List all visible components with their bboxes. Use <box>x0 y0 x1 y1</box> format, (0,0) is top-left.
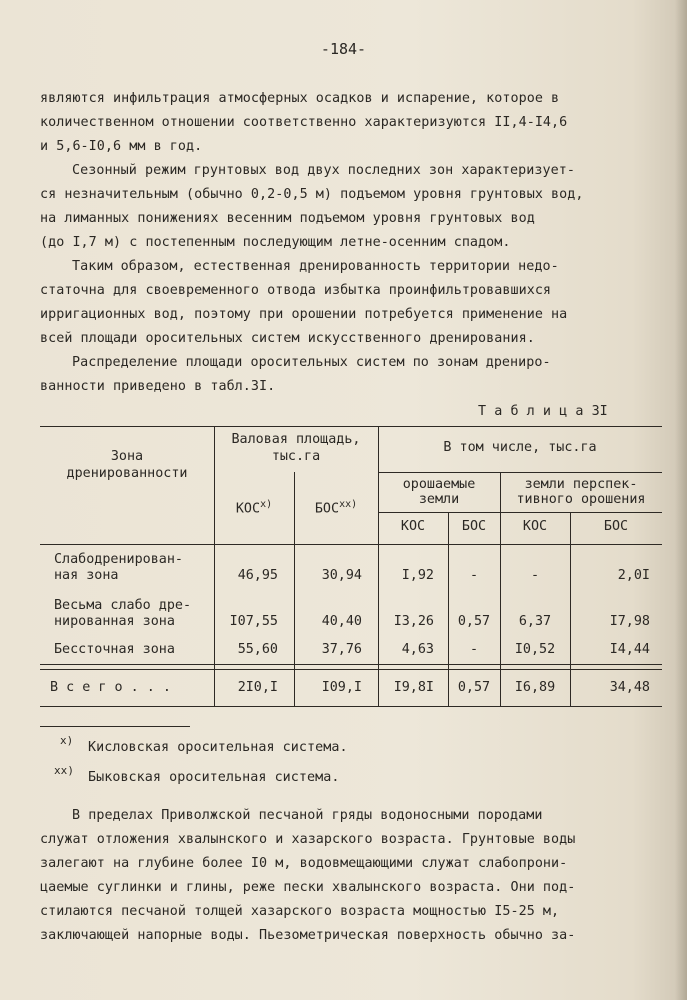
paragraph-line: всей площади оросительных систем искусственного дренирования. <box>40 331 535 346</box>
page-number: -184- <box>320 40 367 58</box>
table-cell: I7,98 <box>609 614 650 629</box>
footnote-mark: xx) <box>54 764 75 777</box>
total-cell: 0,57 <box>457 680 491 695</box>
header-bos: БОС$^{xx)}$ <box>314 499 358 517</box>
table-cell: I,92 <box>401 568 434 583</box>
row-zone-label: нированная зона <box>54 614 175 629</box>
table-cell: I3,26 <box>393 614 434 629</box>
paragraph-line: стилаются песчаной толщей хазарского возраста мощностью I5-25 м, <box>40 904 560 919</box>
page-edge-shadow <box>675 0 687 1000</box>
table-cell: I0,52 <box>514 642 556 657</box>
row-zone-label: Весьма слабо дре- <box>54 598 192 613</box>
table-cell: I4,44 <box>609 642 650 657</box>
paragraph-line: служат отложения хвалынского и хазарского возраста. Грунтовые воды <box>40 832 576 847</box>
paragraph-line: ирригационных вод, поэтому при орошении потребуется применение на <box>40 307 568 322</box>
header-irrigated: орошаемые <box>402 477 476 492</box>
table-cell: 0,57 <box>457 614 491 629</box>
table-cell: 37,76 <box>321 642 362 657</box>
header-kos: КОС$^{x)}$ <box>235 499 273 517</box>
table-rule <box>378 426 379 707</box>
paragraph-line: залегают на глубине более I0 м, водовмещающими служат слабопрони- <box>40 856 568 871</box>
table-caption: Т а б л и ц а 3I <box>478 404 608 419</box>
table-cell: 46,95 <box>237 568 278 583</box>
paragraph-line: на лиманных понижениях весенним подъемом уровня грунтовых вод <box>40 211 535 226</box>
header-kos: КОС <box>522 519 548 534</box>
paragraph-line: ся незначительным (обычно 0,2-0,5 м) подъемом уровня грунтовых вод, <box>40 187 584 202</box>
total-cell: I09,I <box>321 680 362 695</box>
total-label: В с е г о . . . <box>50 680 171 695</box>
table-cell: - <box>469 642 479 657</box>
header-bos: БОС <box>603 519 629 534</box>
footnote-text: Быковская оросительная система. <box>88 770 340 785</box>
paragraph-line: Сезонный режим грунтовых вод двух последних зон характеризует- <box>72 163 575 178</box>
total-cell: I9,8I <box>393 680 434 695</box>
table-cell: I07,55 <box>229 614 278 629</box>
header-kos: КОС <box>400 519 426 534</box>
table-cell: 30,94 <box>321 568 362 583</box>
paragraph-line: количественном отношении соответственно характеризуются II,4-I4,6 <box>40 115 568 130</box>
paragraph-line: В пределах Приволжской песчаной гряды водоносными породами <box>72 808 543 823</box>
header-irrigated: земли <box>418 492 460 507</box>
footnote-text: Кисловская оросительная система. <box>88 740 348 755</box>
paragraph-line: ванности приведено в табл.3I. <box>40 379 276 394</box>
header-gross-area: Валовая площадь, <box>231 432 361 447</box>
table-rule <box>378 512 662 513</box>
header-gross-area: тыс.га <box>271 449 321 464</box>
table-cell: 6,37 <box>518 614 552 629</box>
table-rule <box>40 664 662 665</box>
paragraph-line: статочна для своевременного отвода избытка проинфильтровавшихся <box>40 283 552 298</box>
paragraph-line: Распределение площади оросительных систем по зонам дрениро- <box>72 355 551 370</box>
table-rule <box>214 426 215 707</box>
row-zone-label: Бессточная зона <box>54 642 175 657</box>
table-rule <box>378 472 662 473</box>
paragraph-line: и 5,6-I0,6 мм в год. <box>40 139 203 154</box>
paragraph-line: цаемые суглинки и глины, реже пески хвалынского возраста. Они под- <box>40 880 576 895</box>
paragraph-line: (до I,7 м) с постепенным последующим летне-осенним спадом. <box>40 235 511 250</box>
row-zone-label: Слабодренирован- <box>54 552 183 567</box>
table-cell: - <box>469 568 479 583</box>
row-zone-label: ная зона <box>54 568 119 583</box>
table-rule <box>40 706 662 707</box>
footnote-rule <box>40 726 190 727</box>
table-rule <box>40 669 662 670</box>
footnote-mark: x) <box>60 734 74 747</box>
header-zone: Зона <box>110 449 144 464</box>
header-prospective: тивного орошения <box>516 492 646 507</box>
header-including: В том числе, тыс.га <box>443 440 597 455</box>
header-zone: дренированности <box>66 466 188 481</box>
paragraph-line: Таким образом, естественная дренированность территории недо- <box>72 259 559 274</box>
table-rule <box>500 472 501 707</box>
table-cell: 4,63 <box>401 642 434 657</box>
table-rule <box>40 426 662 427</box>
table-cell: 40,40 <box>321 614 362 629</box>
header-prospective: земли перспек- <box>524 477 638 492</box>
table-rule <box>40 544 662 545</box>
table-rule <box>448 512 449 707</box>
drainage-table <box>40 426 662 708</box>
total-cell: 2I0,I <box>237 680 278 695</box>
paragraph-line: являются инфильтрация атмосферных осадков и испарение, которое в <box>40 91 560 106</box>
table-cell: 2,0I <box>617 568 650 583</box>
header-bos: БОС <box>461 519 487 534</box>
table-rule <box>570 512 571 707</box>
table-cell: - <box>530 568 540 583</box>
total-cell: I6,89 <box>514 680 556 695</box>
table-cell: 55,60 <box>237 642 278 657</box>
total-cell: 34,48 <box>609 680 650 695</box>
paragraph-line: заключающей напорные воды. Пьезометрическая поверхность обычно за- <box>40 928 576 943</box>
